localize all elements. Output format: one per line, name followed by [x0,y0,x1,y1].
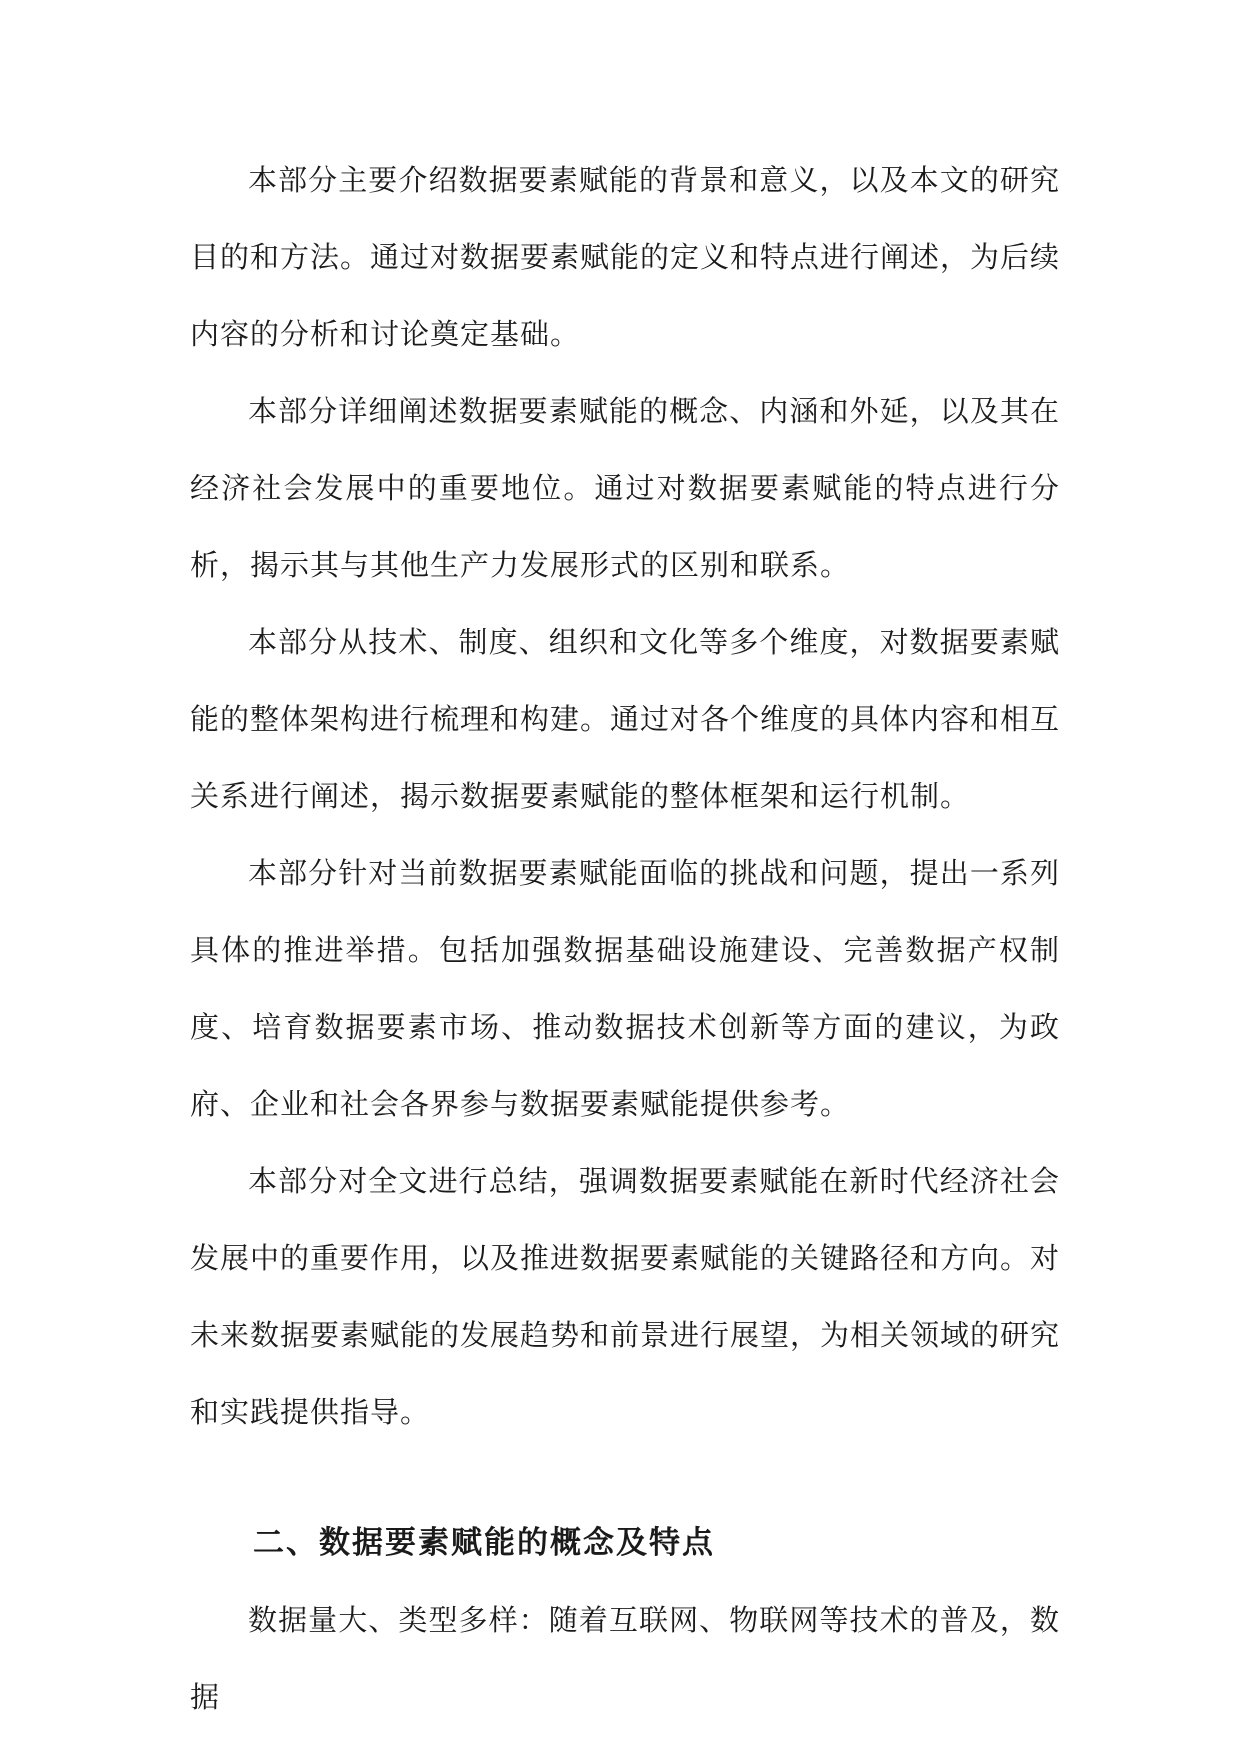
paragraph-measures: 本部分针对当前数据要素赋能面临的挑战和问题，提出一系列具体的推进举措。包括加强数据基础设施建设、完善数据产权制度、培育数据要素市场、推动数据技术创新等方面的建议，为政府、企业和社会各界参与数据要素赋能提供参考。 [190,856,1060,1121]
paragraph-background: 本部分主要介绍数据要素赋能的背景和意义，以及本文的研究目的和方法。通过对数据要素赋能的定义和特点进行阐述，为后续内容的分析和讨论奠定基础。 [190,163,1061,351]
document-body [190,142,1060,1736]
paragraph-conclusion: 本部分对全文进行总结，强调数据要素赋能在新时代经济社会发展中的重要作用，以及推进数据要素赋能的关键路径和方向。对未来数据要素赋能的发展趋势和前景进行展望，为相关领域的研究和实践提供指导。 [190,1164,1061,1429]
section-heading: 二、数据要素赋能的概念及特点 [253,1525,715,1561]
paragraph-concept: 本部分详细阐述数据要素赋能的概念、内涵和外延，以及其在经济社会发展中的重要地位。通过对数据要素赋能的特点进行分析，揭示其与其他生产力发展形式的区别和联系。 [190,394,1060,582]
paragraph-architecture: 本部分从技术、制度、组织和文化等多个维度，对数据要素赋能的整体架构进行梳理和构建。通过对各个维度的具体内容和相互关系进行阐述，揭示数据要素赋能的整体框架和运行机制。 [190,625,1061,813]
paragraph-section-start: 数据量大、类型多样：随着互联网、物联网等技术的普及，数据 [190,1603,1060,1714]
